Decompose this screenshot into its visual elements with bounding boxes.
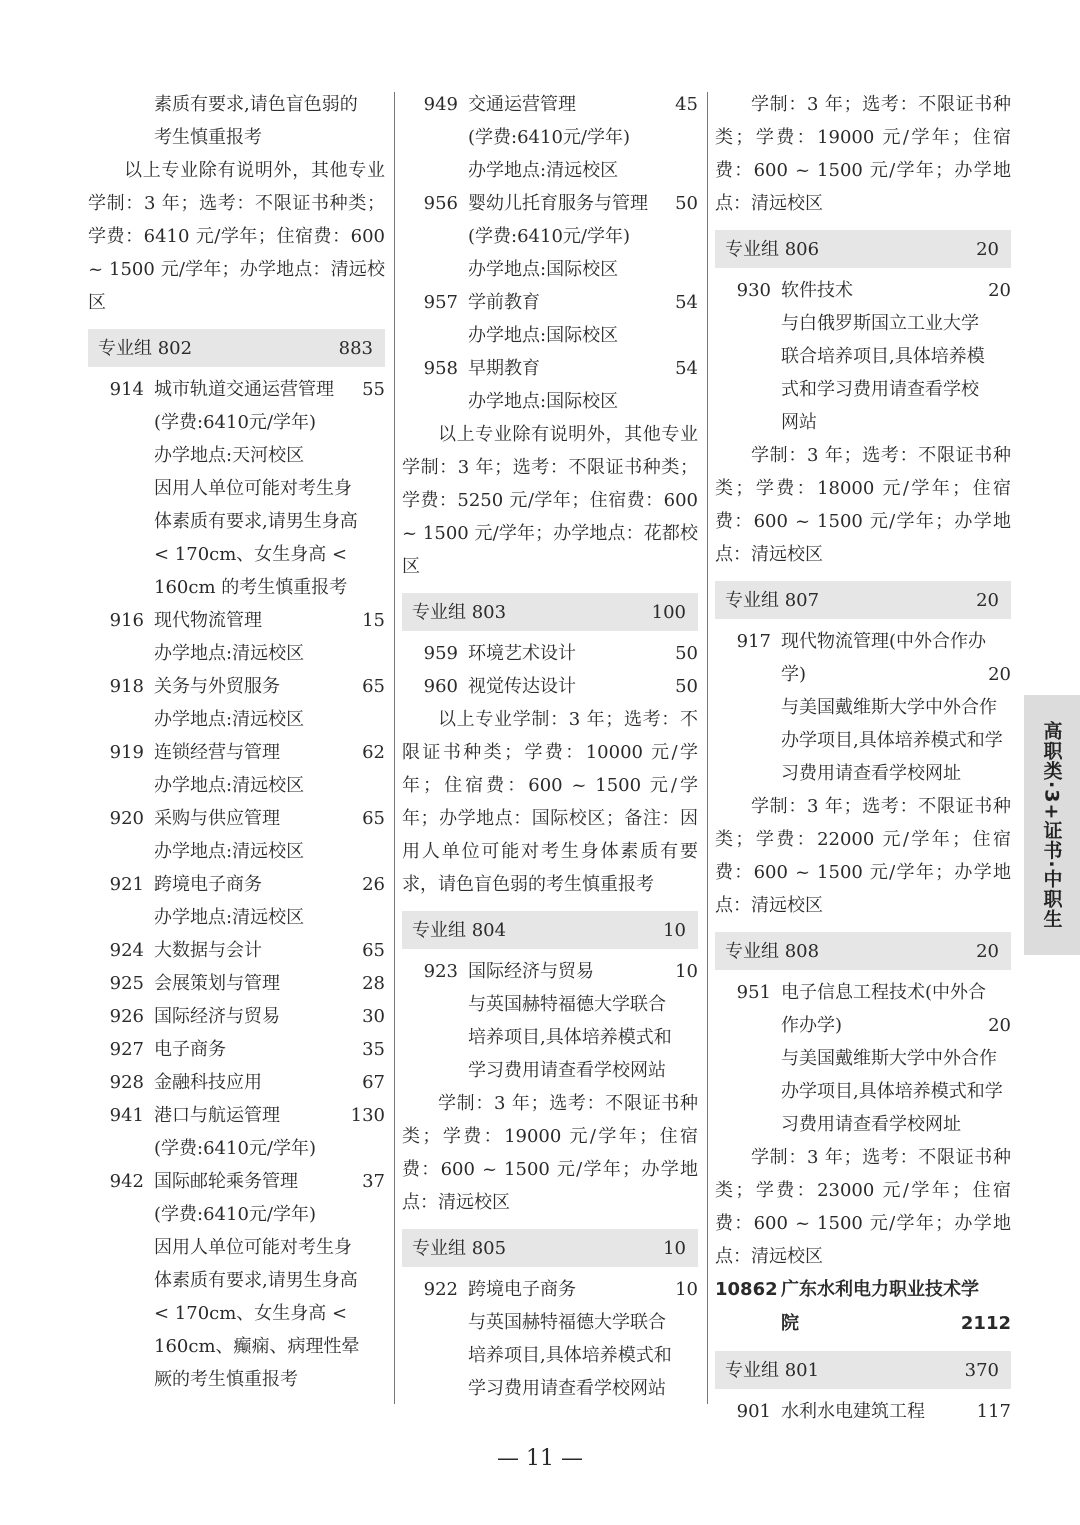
major-entry: 960 视觉传达设计 50	[423, 676, 698, 697]
major-name: 早期教育	[468, 358, 540, 379]
major-code: 921	[109, 874, 144, 895]
major-entry	[88, 967, 385, 1000]
major-group-header: 专业组 802 883	[88, 329, 385, 367]
major-name: 金融科技应用	[154, 1072, 262, 1093]
major-detail: (学费:6410元/学年)	[154, 412, 316, 433]
major-detail: 办学地点:国际校区	[468, 391, 619, 412]
major-detail: (学费:6410元/学年)	[468, 127, 630, 148]
major-entry	[88, 373, 385, 604]
major-name: 城市轨道交通运营管理	[154, 379, 334, 400]
major-count: 37	[362, 1171, 385, 1192]
column-right	[715, 88, 1011, 1428]
major-name: 大数据与会计	[154, 940, 262, 961]
major-code: 941	[109, 1105, 144, 1126]
major-entry: 922 跨境电子商务 与英国赫特福德大学联合培养项目,具体培养模式和学习费用请查看学校网站 10	[423, 1279, 698, 1399]
major-list	[88, 373, 385, 1396]
major-detail: 办学地点:清远校区	[154, 709, 305, 730]
major-entry	[402, 187, 698, 286]
major-name: 国际邮轮乘务管理	[154, 1171, 298, 1192]
major-entry: 959 环境艺术设计 50	[423, 643, 698, 664]
major-detail: 办学地点:天河校区	[154, 445, 305, 466]
major-count: 30	[362, 1006, 385, 1027]
section-side-tab: 高职类·3+证书·中职生	[1024, 695, 1080, 955]
major-entry	[88, 1099, 385, 1165]
major-name: 港口与航运管理	[154, 1105, 280, 1126]
major-entry	[402, 286, 698, 352]
major-code: 924	[109, 940, 144, 961]
major-name: 关务与外贸服务	[154, 676, 280, 697]
major-detail: 办学地点:清远校区	[154, 775, 305, 796]
major-code: 957	[423, 292, 458, 313]
major-code: 928	[109, 1072, 144, 1093]
major-count: 65	[362, 676, 385, 697]
column-left	[88, 88, 385, 1396]
major-name: 现代物流管理	[154, 610, 262, 631]
major-detail: 办学地点:清远校区	[154, 907, 305, 928]
column-middle	[402, 88, 698, 1405]
group-note: 学制：3 年；选考：不限证书种类；学费：19000 元/学年；住宿费：600 ~ 1500 元/学年；办学地点：清远校区	[402, 1093, 698, 1213]
major-detail: 因用人单位可能对考生身体素质有要求,请男生身高 < 170cm、女生身高 < 160cm、癫痫、病理性晕厥的考生慎重报考	[154, 1237, 360, 1390]
major-count: 54	[675, 292, 698, 313]
major-entry	[88, 934, 385, 967]
major-entry: 917 现代物流管理(中外合作办 学) 20 与美国戴维斯大学中外合作办学项目,具体培养模式和学习费用请查看学校网址	[736, 631, 1011, 784]
major-detail: 办学地点:清远校区	[154, 841, 305, 862]
major-code: 926	[109, 1006, 144, 1027]
major-code: 927	[109, 1039, 144, 1060]
major-entry	[88, 802, 385, 868]
major-entry	[88, 1033, 385, 1066]
major-detail: 办学地点:清远校区	[154, 643, 305, 664]
group-note: 以上专业学制：3 年；选考：不限证书种类；学费：10000 元/学年；住宿费：600 ~ 1500 元/学年；办学地点：国际校区；备注：因用人单位可能对考生身体素质有要求，请色盲色弱的考生慎重报考	[402, 709, 698, 895]
major-group-header: 专业组 808 20	[715, 932, 1011, 970]
major-entry: 930 软件技术 与白俄罗斯国立工业大学联合培养项目,具体培养模式和学习费用请查看学校网站 20	[736, 280, 1011, 433]
major-name: 交通运营管理	[468, 94, 576, 115]
group-note: 学制：3 年；选考：不限证书种类；学费：23000 元/学年；住宿费：600 ~ 1500 元/学年；办学地点：清远校区	[715, 1147, 1011, 1267]
major-entry	[402, 88, 698, 187]
major-name: 国际经济与贸易	[154, 1006, 280, 1027]
major-code: 925	[109, 973, 144, 994]
major-name: 电子商务	[154, 1039, 226, 1060]
major-entry	[88, 736, 385, 802]
major-name: 连锁经营与管理	[154, 742, 280, 763]
continued-text: 素质有要求,请色盲色弱的 考生慎重报考	[154, 94, 358, 148]
major-entry	[88, 1066, 385, 1099]
major-count: 26	[362, 874, 385, 895]
major-group-header: 专业组 805 10	[402, 1229, 698, 1267]
major-entry	[88, 868, 385, 934]
major-group-header: 专业组 801 370	[715, 1351, 1011, 1389]
group-note: 学制：3 年；选考：不限证书种类；学费：22000 元/学年；住宿费：600 ~ 1500 元/学年；办学地点：清远校区	[715, 796, 1011, 916]
major-entry	[88, 1000, 385, 1033]
major-count: 65	[362, 940, 385, 961]
major-entry	[402, 352, 698, 418]
major-detail: (学费:6410元/学年)	[154, 1138, 316, 1159]
major-list	[402, 88, 698, 418]
major-group-header: 专业组 807 20	[715, 581, 1011, 619]
major-count: 54	[675, 358, 698, 379]
major-detail: 办学地点:国际校区	[468, 259, 619, 280]
major-detail: 因用人单位可能对考生身体素质有要求,请男生身高 < 170cm、女生身高 < 160cm 的考生慎重报考	[154, 478, 358, 598]
major-name: 婴幼儿托育服务与管理	[468, 193, 648, 214]
major-name: 学前教育	[468, 292, 540, 313]
major-code: 916	[109, 610, 144, 631]
group-note: 以上专业除有说明外，其他专业学制：3 年；选考：不限证书种类；学费：6410 元/学年；住宿费：600 ~ 1500 元/学年；办学地点：清远校区	[88, 160, 385, 313]
page-number: — 11 —	[497, 1446, 583, 1471]
major-group-header: 专业组 803 100	[402, 593, 698, 631]
major-entry	[88, 604, 385, 670]
major-count: 45	[675, 94, 698, 115]
major-count: 62	[362, 742, 385, 763]
major-entry: 901 水利水电建筑工程 117	[736, 1401, 1011, 1422]
major-code: 958	[423, 358, 458, 379]
major-name: 采购与供应管理	[154, 808, 280, 829]
major-detail: 办学地点:国际校区	[468, 325, 619, 346]
major-count: 130	[350, 1105, 385, 1126]
major-code: 949	[423, 94, 458, 115]
major-entry: 923 国际经济与贸易 与英国赫特福德大学联合培养项目,具体培养模式和学习费用请查看学校网站 10	[423, 961, 698, 1081]
column-divider	[707, 92, 708, 1404]
major-code: 956	[423, 193, 458, 214]
major-detail: (学费:6410元/学年)	[468, 226, 630, 247]
major-count: 28	[362, 973, 385, 994]
major-group-header: 专业组 804 10	[402, 911, 698, 949]
major-code: 920	[109, 808, 144, 829]
major-count: 67	[362, 1072, 385, 1093]
major-code: 919	[109, 742, 144, 763]
major-code: 918	[109, 676, 144, 697]
column-divider	[394, 92, 395, 1404]
group-note: 学制：3 年；选考：不限证书种类；学费：18000 元/学年；住宿费：600 ~ 1500 元/学年；办学地点：清远校区	[715, 445, 1011, 565]
major-detail: (学费:6410元/学年)	[154, 1204, 316, 1225]
major-detail: 办学地点:清远校区	[468, 160, 619, 181]
major-name: 会展策划与管理	[154, 973, 280, 994]
major-count: 65	[362, 808, 385, 829]
major-code: 942	[109, 1171, 144, 1192]
major-entry	[88, 670, 385, 736]
group-note: 学制：3 年；选考：不限证书种类；学费：19000 元/学年；住宿费：600 ~ 1500 元/学年；办学地点：清远校区	[715, 94, 1011, 214]
institution-heading: 10862 广东水利电力职业技术学 院 2112	[715, 1279, 1011, 1334]
major-count: 15	[362, 610, 385, 631]
major-entry	[88, 1165, 385, 1396]
major-group-header: 专业组 806 20	[715, 230, 1011, 268]
major-count: 55	[362, 379, 385, 400]
group-note: 以上专业除有说明外，其他专业学制：3 年；选考：不限证书种类；学费：5250 元/学年；住宿费：600 ~ 1500 元/学年；办学地点：花都校区	[402, 424, 698, 577]
major-entry: 951 电子信息工程技术(中外合 作办学) 20 与美国戴维斯大学中外合作办学项目,具体培养模式和学习费用请查看学校网址	[736, 982, 1011, 1135]
major-name: 跨境电子商务	[154, 874, 262, 895]
major-count: 50	[675, 193, 698, 214]
major-count: 35	[362, 1039, 385, 1060]
major-code: 914	[109, 379, 144, 400]
